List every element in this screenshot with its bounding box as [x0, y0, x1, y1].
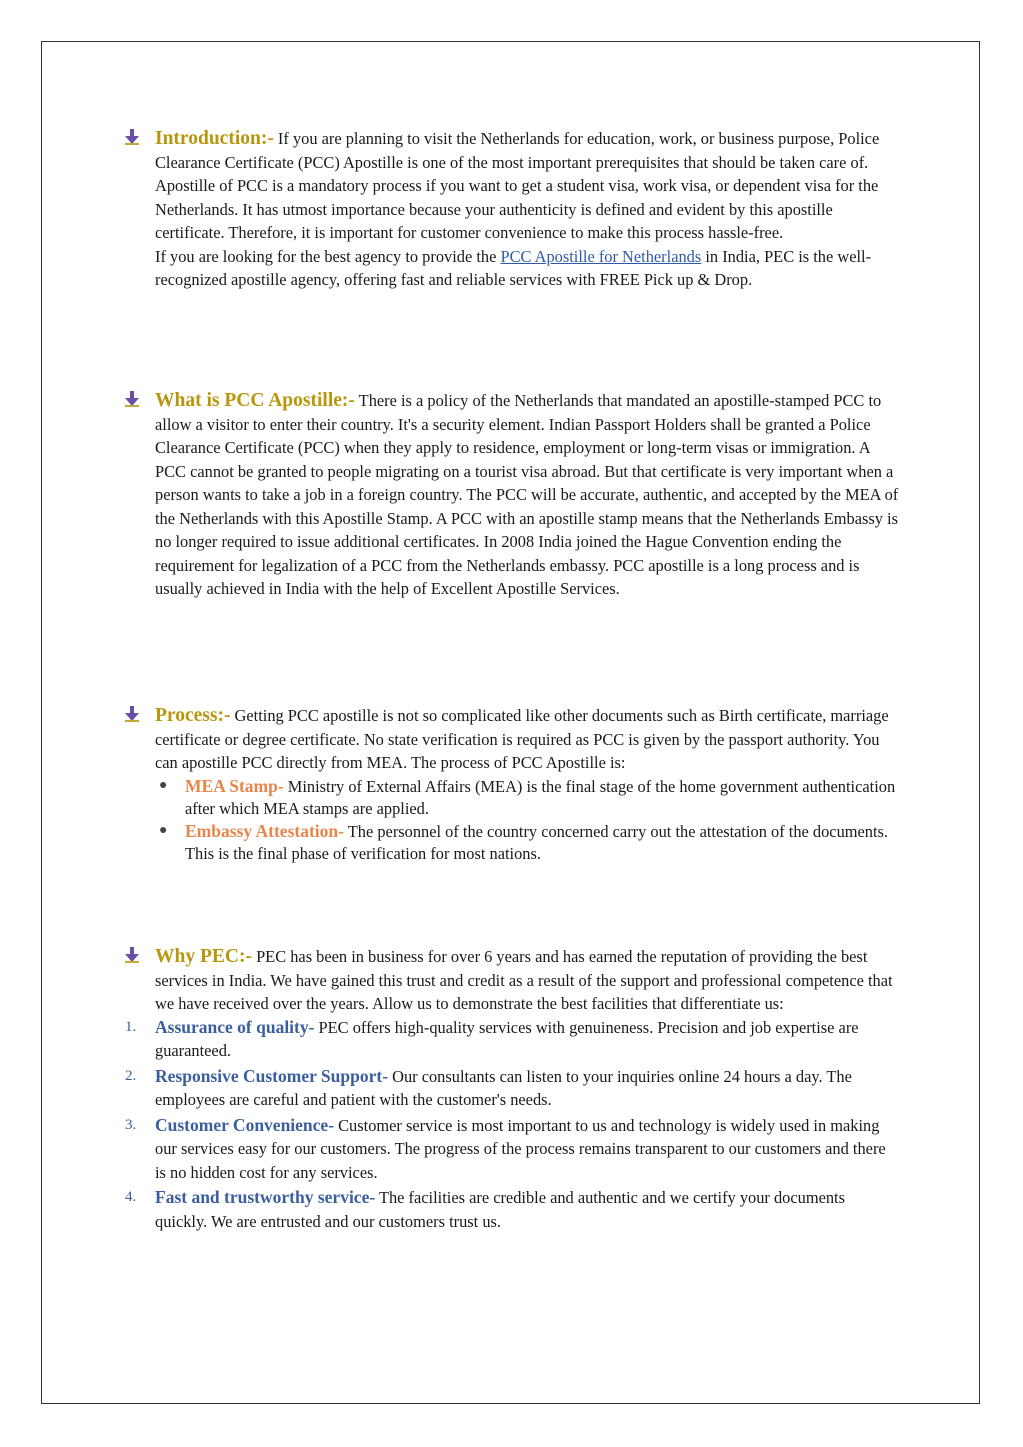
arrow-down-icon: [125, 391, 139, 407]
item-title: Assurance of quality-: [155, 1016, 315, 1037]
why-heading: Why PEC:-: [155, 946, 252, 967]
section-why-pec: [125, 945, 900, 1235]
list-item: [159, 775, 900, 820]
list-item: [125, 1016, 900, 1063]
list-number: 2.: [125, 1067, 137, 1084]
intro-para2-before: If you are looking for the best agency to provide the: [155, 246, 501, 266]
item-text: PEC offers high-quality services with genuineness. Precision and job expertise are guaranteed.: [155, 1017, 859, 1060]
process-bullet-list: [159, 775, 900, 865]
list-number: 3.: [125, 1116, 137, 1133]
intro-paragraph-2: [155, 245, 900, 292]
bullet-dot-icon: ●: [159, 777, 168, 793]
list-item: [125, 1065, 900, 1112]
section-process: [155, 704, 900, 865]
intro-heading: Introduction:-: [155, 128, 274, 149]
intro-paragraph-1: [155, 127, 900, 245]
list-item: [125, 1114, 900, 1185]
what-paragraph: [155, 389, 900, 601]
process-paragraph: [155, 704, 900, 775]
section-what-is-pcc: [155, 389, 900, 601]
bullet-title: MEA Stamp-: [185, 775, 284, 796]
pcc-apostille-link[interactable]: PCC Apostille for Netherlands: [500, 246, 702, 266]
why-numbered-list: [125, 1016, 900, 1234]
list-item: [125, 1186, 900, 1233]
arrow-down-icon: [125, 129, 139, 145]
bullet-text: The personnel of the country concerned carry out the attestation of the documents. This is the final phase of verification for most nations.: [185, 821, 889, 863]
why-paragraph: [155, 945, 900, 1016]
intro-para2-after: in India, PEC is the well-recognized apostille agency, offering fast and reliable services with FREE Pick up & Drop.: [155, 246, 872, 289]
list-item: [159, 820, 900, 865]
what-heading: What is PCC Apostille:-: [155, 390, 355, 411]
list-number: 4.: [125, 1189, 137, 1205]
arrow-down-icon: [125, 706, 139, 722]
process-heading: Process:-: [155, 705, 231, 726]
item-text: Customer service is most important to us and technology is widely used in making our services easy for our customers. The progress of the process remains transparent to our customers and there is no hidden cost for any services.: [155, 1115, 886, 1182]
item-title: Customer Convenience-: [155, 1114, 335, 1135]
bullet-title: Embassy Attestation-: [185, 820, 344, 841]
what-body: There is a policy of the Netherlands that mandated an apostille-stamped PCC to allow a visitor to enter their country. It's a security element. Indian Passport Holders shall be granted a Police Clearance Certificate (PCC) when they apply to residence, employment or long-term visas or immigration. A PCC cannot be granted to people migrating on a tourist visa abroad. But that certificate is very important when a person wants to take a job in a foreign country. The PCC will be accurate, authentic, and accepted by the MEA of the Netherlands with this Apostille Stamp. A PCC with an apostille stamp means that the Netherlands Embassy is no longer required to issue additional certificates. In 2008 India joined the Hague Convention ending the requirement for legalization of a PCC from the Netherlands embassy. PCC apostille is a long process and is usually achieved in India with the help of Excellent Apostille Services.: [155, 391, 899, 598]
bullet-dot-icon: ●: [159, 822, 168, 838]
bullet-text: Ministry of External Affairs (MEA) is the final stage of the home government authentication after which MEA stamps are applied.: [185, 776, 896, 818]
arrow-down-icon: [125, 947, 139, 963]
item-title: Fast and trustworthy service-: [155, 1187, 376, 1207]
item-text: Our consultants can listen to your inquiries online 24 hours a day. The employees are careful and patient with the customer's needs.: [155, 1066, 852, 1109]
section-introduction: [155, 127, 900, 292]
item-title: Responsive Customer Support-: [155, 1065, 389, 1086]
why-body: PEC has been in business for over 6 years and has earned the reputation of providing the best services in India. We have gained this trust and credit as a result of the support and professional competence that we have received over the years. Allow us to demonstrate the best facilities that differentiate us:: [155, 947, 893, 1013]
item-text: The facilities are credible and authentic and we certify your documents quickly. We are entrusted and our customers trust us.: [155, 1188, 845, 1231]
list-number: 1.: [125, 1018, 137, 1035]
intro-body: If you are planning to visit the Netherlands for education, work, or business purpose, Police Clearance Certificate (PCC) Apostille is one of the most important prerequisites that should be taken care of. Apostille of PCC is a mandatory process if you want to get a student visa, work visa, or dependent visa for the Netherlands. It has utmost importance because your authenticity is defined and evident by this apostille certificate. Therefore, it is important for customer convenience to make this process hassle-free.: [155, 129, 880, 242]
process-body: Getting PCC apostille is not so complicated like other documents such as Birth certificate, marriage certificate or degree certificate. No state verification is required as PCC is given by the passport authority. You can apostille PCC directly from MEA. The process of PCC Apostille is:: [155, 706, 889, 772]
